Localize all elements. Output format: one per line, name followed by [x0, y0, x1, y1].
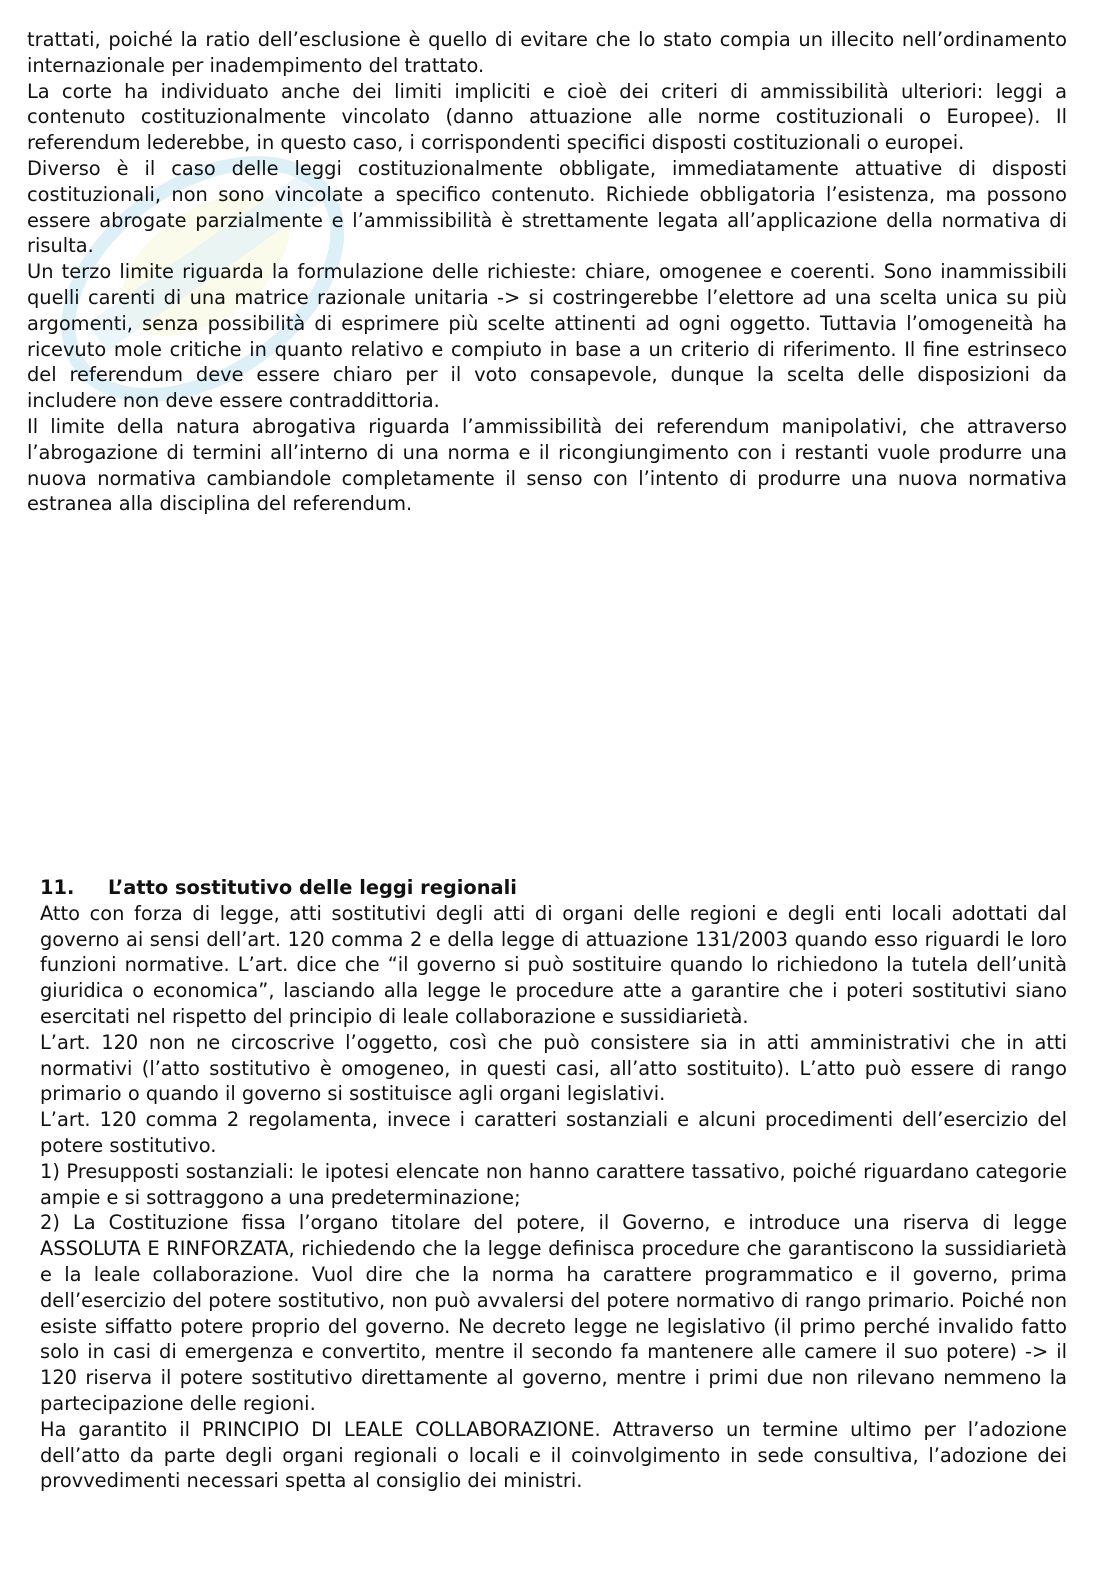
top-text-section	[27, 27, 1067, 517]
paragraph: 1) Presupposti sostanziali: le ipotesi elencate non hanno carattere tassativo, poiché riguardano categorie ampie e si sottraggono a una predeterminazione;	[40, 1159, 1067, 1209]
paragraph: 2) La Costituzione fissa l’organo titolare del potere, il Governo, e introduce una riserva di legge ASSOLUTA E RINFORZATA, richiedendo che la legge definisca procedure che garantiscono la sussidiarietà e la leale collaborazione. Vuol dire che la norma ha carattere programmatico e il governo, prima dell’esercizio del potere sostitutivo, non può avvalersi del potere normativo di rango primario. Poiché non esiste siffatto potere proprio del governo. Ne decreto legge ne legislativo (il primo perché invalido fatto solo in casi di emergenza e convertito, mentre il secondo fa mantenere alle camere il suo potere) -> il 120 riserva il potere sostitutivo direttamente al governo, mentre i primi due non rilevano nemmeno la partecipazione delle regioni.	[40, 1211, 1067, 1415]
paragraph: Atto con forza di legge, atti sostitutivi degli atti di organi delle regioni e degli enti locali adottati dal governo ai sensi dell’art. 120 comma 2 e della legge di attuazione 131/2003 quando esso riguardi le loro funzioni normative. L’art. dice che “il governo si può sostituire quando lo richiedono la tutela dell’unità giuridica o economica”, lasciando alla legge le procedure atte a garantire che i poteri sostitutivi siano esercitati nel rispetto del principio di leale collaborazione e sussidiarietà.	[40, 901, 1067, 1028]
paragraph: Un terzo limite riguarda la formulazione delle richieste: chiare, omogenee e coerenti. Sono inammissibili quelli carenti di una matrice razionale unitaria -> si costringerebbe l’elettore ad una scelta unica su più argomenti, senza possibilità di esprimere più scelte attinenti ad ogni oggetto. Tuttavia l’omogeneità ha ricevuto mole critiche in quanto relativo e compiuto in base a un criterio di riferimento. Il fine estrinseco del referendum deve essere chiaro per il voto consapevole, dunque la scelta delle disposizioni da includere non deve essere contraddittoria.	[27, 260, 1067, 413]
paragraph: Il limite della natura abrogativa riguarda l’ammissibilità dei referendum manipolativi, che attraverso l’abrogazione di termini all’interno di una norma e il ricongiungimento con i restanti vuole produrre una nuova normativa cambiandole completamente il senso con l’intento di produrre una nuova normativa estranea alla disciplina del referendum.	[27, 414, 1067, 516]
paragraph: trattati, poiché la ratio dell’esclusione è quello di evitare che lo stato compia un illecito nell’ordinamento internazionale per inadempimento del trattato.	[27, 28, 1067, 77]
paragraph: Diverso è il caso delle leggi costituzionalmente obbligate, immediatamente attuative di disposti costituzionali, non sono vincolate a specifico contenuto. Richiede obbligatoria l’esistenza, ma possono essere abrogate parzialmente e l’ammissibilità è strettamente legata all’applicazione della normativa di risulta.	[27, 156, 1067, 258]
paragraph: L’art. 120 non ne circoscrive l’oggetto, così che può consistere sia in atti amministrativi che in atti normativi (l’atto sostitutivo è omogeneo, in questi casi, all’atto sostituito). L’atto può essere di rango primario o quando il governo si sostituisce agli organi legislativi.	[40, 1030, 1067, 1106]
paragraph: La corte ha individuato anche dei limiti impliciti e cioè dei criteri di ammissibilità ulteriori: leggi a contenuto costituzionalmente vincolato (danno attuazione alle norme costituzionali o Europee). Il referendum lederebbe, in questo caso, i corrispondenti specifici disposti costituzionali o europei.	[27, 79, 1067, 155]
paragraph: L’art. 120 comma 2 regolamenta, invece i caratteri sostanziali e alcuni procedimenti dell’esercizio del potere sostitutivo.	[40, 1108, 1067, 1157]
section-number: 11.	[40, 876, 75, 899]
section-heading	[40, 875, 1067, 901]
section-title: L’atto sostitutivo delle leggi regionali	[108, 876, 517, 899]
paragraph: Ha garantito il PRINCIPIO DI LEALE COLLABORAZIONE. Attraverso un termine ultimo per l’adozione dell’atto da parte degli organi regionali o locali e il coinvolgimento in sede consultiva, l’adozione dei provvedimenti necessari spetta al consiglio dei ministri.	[40, 1417, 1067, 1493]
section-11	[40, 875, 1067, 1494]
